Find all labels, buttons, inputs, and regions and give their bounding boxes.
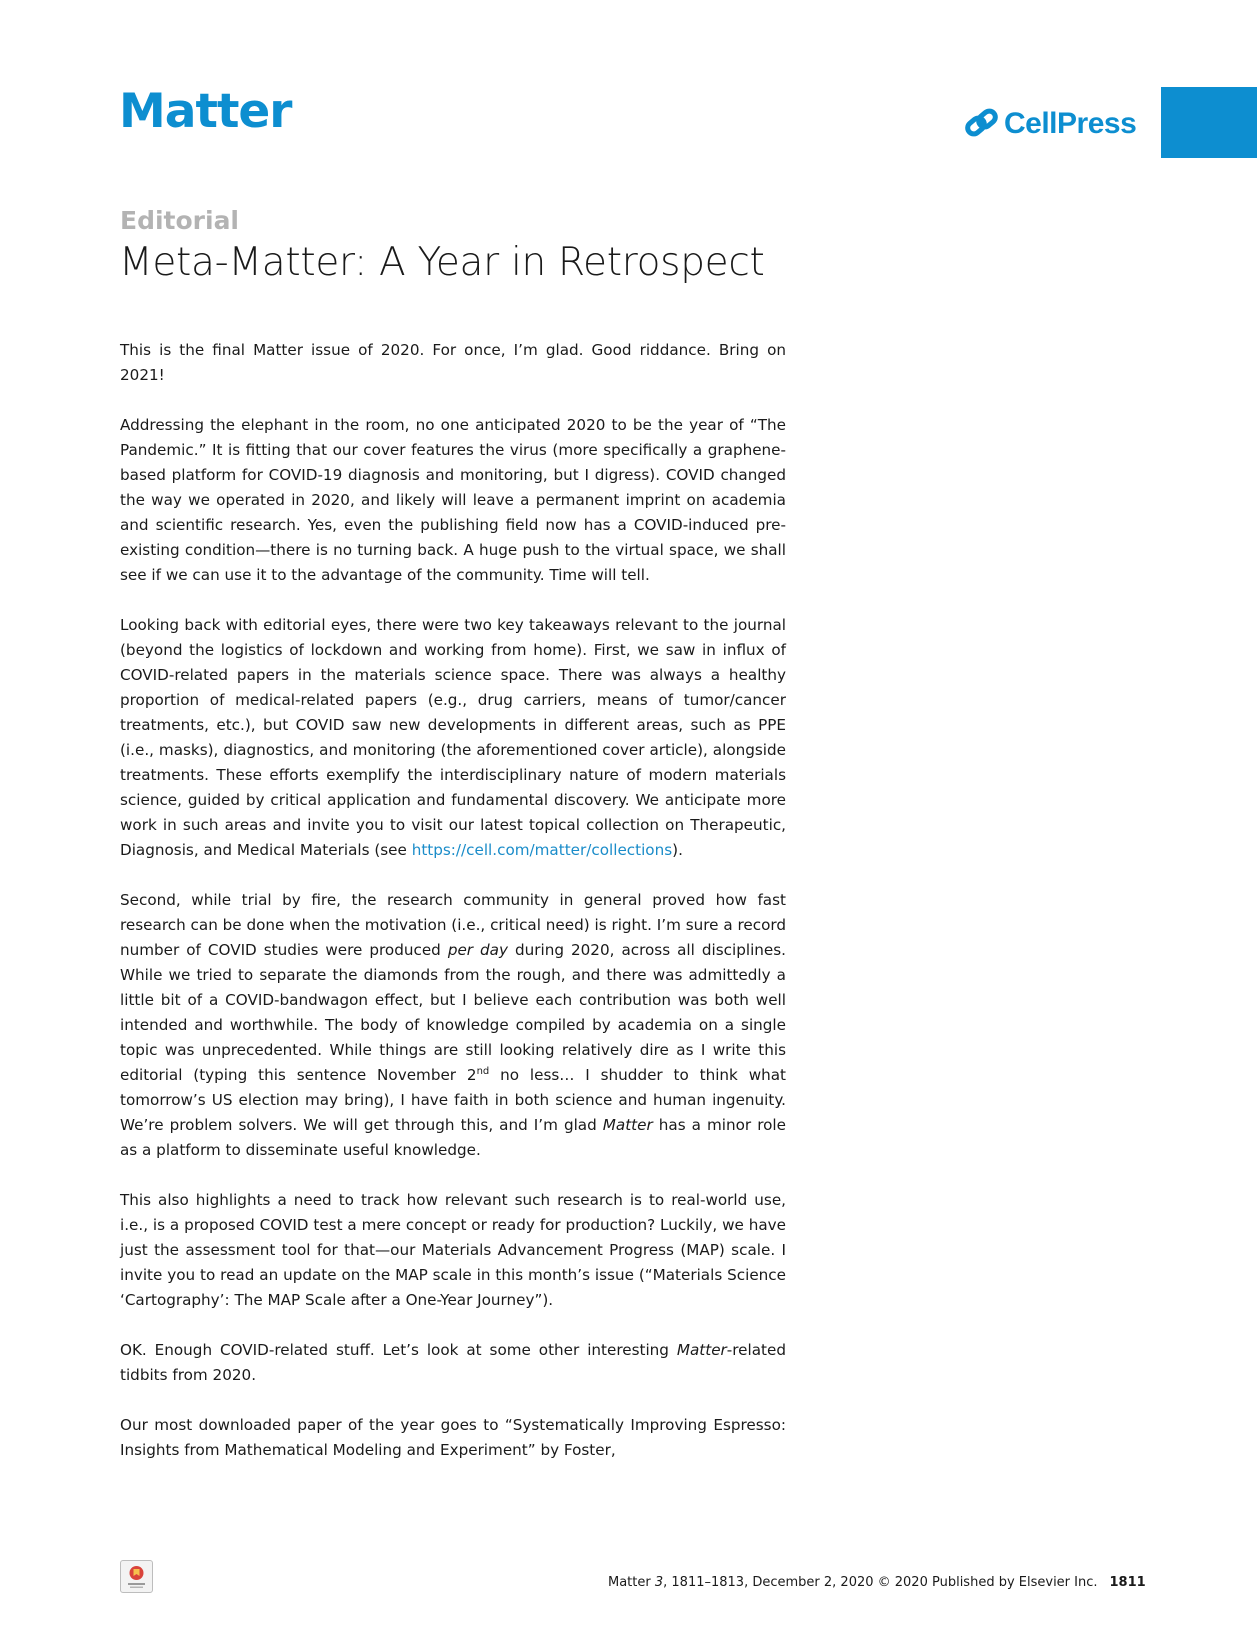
paragraph-4-superscript: nd bbox=[476, 1065, 490, 1077]
article-body bbox=[120, 338, 786, 1488]
paragraph-6-text-b: -related tidbits from 2020. bbox=[120, 1341, 786, 1384]
paragraph-5: This also highlights a need to track how relevant such research is to real-world use, i.e., is a proposed COVID test a mere concept or ready for production? Luckily, we have just the assessment tool for that—our Materials Advancement Progress (MAP) scale. I invite you to read an update on the MAP scale in this month’s issue (“Materials Science ‘Cartography’: The MAP Scale after a One-Year Journey”). bbox=[120, 1191, 786, 1309]
paragraph-4-text-c: no less… I shudder to think what tomorrow’s US election may bring), I have faith in both science and human ingenuity. We’re problem solvers. We will get through this, and I’m glad bbox=[120, 1066, 786, 1134]
collections-link[interactable]: https://cell.com/matter/collections bbox=[411, 841, 673, 859]
paragraph-1: This is the final Matter issue of 2020. For once, I’m glad. Good riddance. Bring on 2021! bbox=[120, 341, 786, 384]
cellpress-link-icon bbox=[964, 107, 1000, 141]
check-for-updates-icon bbox=[121, 1561, 152, 1592]
section-label: Editorial bbox=[120, 206, 240, 235]
cellpress-logo-text: CellPress bbox=[1004, 107, 1137, 140]
cellpress-logo[interactable] bbox=[964, 104, 1136, 144]
paragraph-4-text-d: has a minor role as a platform to disseminate useful knowledge. bbox=[120, 1116, 786, 1159]
paragraph-3-text: Looking back with editorial eyes, there were two key takeaways relevant to the journal (beyond the logistics of lockdown and working from home). First, we saw in influx of COVID-related papers in the materials science space. There was always a healthy proportion of medical-related papers (e.g., drug carriers, means of tumor/cancer treatments, etc.), but COVID saw new developments in different areas, such as PPE (i.e., masks), diagnostics, and monitoring (the aforementioned cover article), alongside treatments. These efforts exemplify the interdisciplinary nature of modern materials science, guided by critical application and fundamental discovery. We anticipate more work in such areas and invite you to visit our latest topical collection on Therapeutic, Diagnosis, and Medical Materials (see bbox=[120, 616, 786, 859]
footer-volume: 3 bbox=[654, 1575, 664, 1590]
paragraph-4-text-a: Second, while trial by fire, the research community in general proved how fast research can be done when the motivation (i.e., critical need) is right. I’m sure a record number of COVID studies were produced bbox=[120, 891, 786, 959]
paragraph-6-italic: Matter bbox=[676, 1341, 727, 1359]
paragraph-6-text-a: OK. Enough COVID-related stuff. Let’s look at some other interesting bbox=[120, 1341, 677, 1359]
paragraph-6 bbox=[120, 1338, 786, 1388]
corner-color-block bbox=[1161, 87, 1257, 158]
footer-journal: Matter bbox=[608, 1575, 655, 1590]
paragraph-7: Our most downloaded paper of the year goes to “Systematically Improving Espresso: Insights from Mathematical Modeling and Experiment” by Foster, bbox=[120, 1416, 786, 1459]
footer-citation: , 1811–1813, December 2, 2020 © 2020 Published by Elsevier Inc. bbox=[663, 1575, 1098, 1590]
article-title: Meta-Matter: A Year in Retrospect bbox=[119, 240, 765, 285]
paragraph-2: Addressing the elephant in the room, no one anticipated 2020 to be the year of “The Pandemic.” It is fitting that our cover features the virus (more specifically a graphene-based platform for COVID-19 diagnosis and monitoring, but I digress). COVID changed the way we operated in 2020, and likely will leave a permanent imprint on academia and scientific research. Yes, even the publishing field now has a COVID-induced pre-existing condition—there is no turning back. A huge push to the virtual space, we shall see if we can use it to the advantage of the community. Time will tell. bbox=[120, 416, 786, 584]
paragraph-4-italic-journal: Matter bbox=[602, 1116, 653, 1134]
journal-name: Matter bbox=[119, 84, 292, 139]
paragraph-4-text-b: during 2020, across all disciplines. While we tried to separate the diamonds from the rough, and there was admittedly a little bit of a COVID-bandwagon effect, but I believe each contribution was both well intended and worthwhile. The body of knowledge compiled by academia on a single topic was unprecedented. While things are still looking relatively dire as I write this editorial (typing this sentence November 2 bbox=[120, 941, 786, 1084]
paragraph-3 bbox=[120, 613, 786, 863]
paragraph-4 bbox=[120, 888, 786, 1163]
page-number: 1811 bbox=[1109, 1575, 1146, 1590]
page-footer bbox=[608, 1575, 1146, 1590]
paragraph-4-italic: per day bbox=[447, 941, 508, 959]
check-for-updates-badge[interactable] bbox=[120, 1560, 153, 1593]
paragraph-3-end: ). bbox=[672, 841, 683, 859]
